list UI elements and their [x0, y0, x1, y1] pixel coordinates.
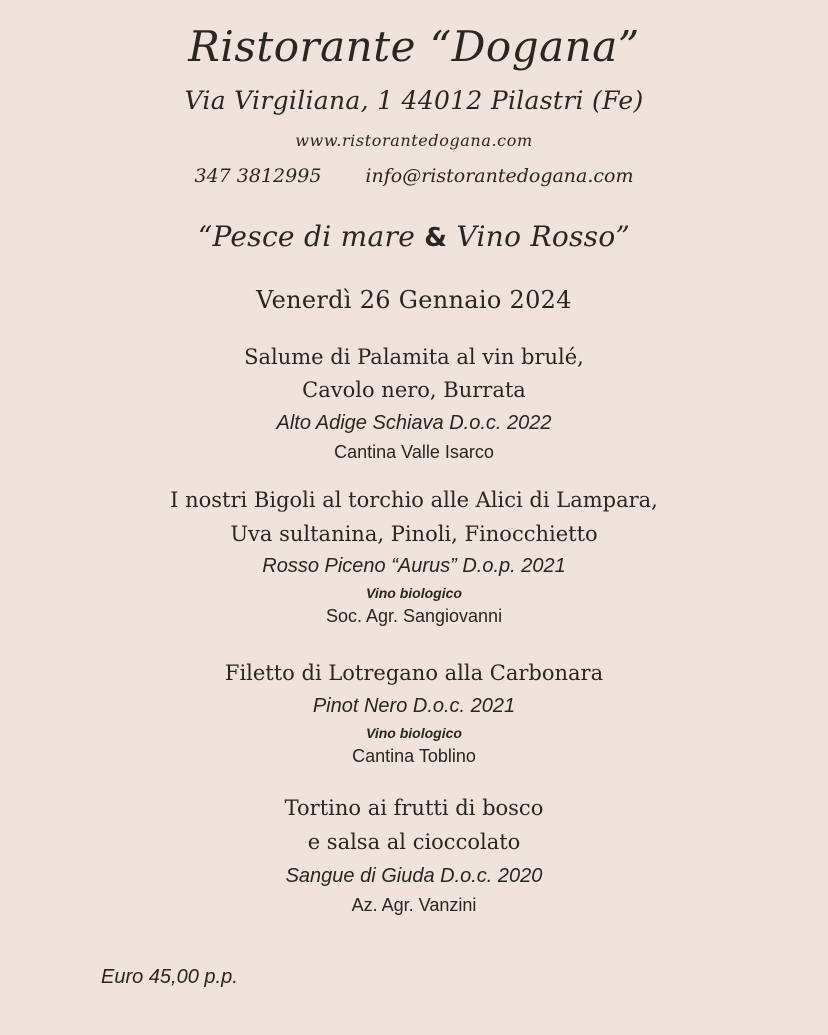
event-date: Venerdì 26 Gennaio 2024 [256, 286, 572, 314]
restaurant-name: Ristorante “Dogana” [188, 22, 640, 71]
course-1-dish-line2: Cavolo nero, Burrata [302, 378, 526, 402]
event-title-ampersand: & [424, 223, 448, 253]
course-4-dish-line2: e salsa al cioccolato [307, 830, 521, 854]
course-2-dish-line2: Uva sultanina, Pinoli, Finocchietto [230, 522, 598, 546]
course-1-wine: Alto Adige Schiava D.o.c. 2022 [276, 412, 552, 434]
course-3-producer: Cantina Toblino [352, 746, 476, 766]
contact-line [0, 165, 828, 187]
course-2-producer: Soc. Agr. Sangiovanni [325, 606, 503, 626]
event-title-part1: “Pesce di mare [197, 220, 425, 253]
course-1-dish-line1: Salume di Palamita al vin brulé, [244, 345, 584, 369]
course-3-wine: Pinot Nero D.o.c. 2021 [312, 695, 516, 717]
restaurant-address: Via Virgiliana, 1 44012 Pilastri (Fe) [184, 86, 644, 115]
menu-price: Euro 45,00 p.p. [101, 966, 238, 988]
course-4-producer: Az. Agr. Vanzini [351, 895, 477, 915]
email-address: info@ristorantedogana.com [365, 165, 634, 187]
phone-number: 347 3812995 [194, 165, 322, 187]
course-4-dish-line1: Tortino ai frutti di bosco [284, 796, 544, 820]
event-title-part2: Vino Rosso” [447, 220, 631, 253]
course-4-wine: Sangue di Giuda D.o.c. 2020 [285, 865, 543, 887]
course-2-wine: Rosso Piceno “Aurus” D.o.p. 2021 [262, 555, 566, 577]
course-1-producer: Cantina Valle Isarco [334, 442, 494, 462]
restaurant-website: www.ristorantedogana.com [295, 131, 533, 150]
course-2-note: Vino biologico [366, 585, 462, 601]
course-2-dish-line1: I nostri Bigoli al torchio alle Alici di Lampara, [170, 488, 658, 512]
event-title [0, 220, 828, 253]
course-3-note: Vino biologico [366, 725, 462, 741]
course-3-dish-line1: Filetto di Lotregano alla Carbonara [224, 661, 604, 685]
